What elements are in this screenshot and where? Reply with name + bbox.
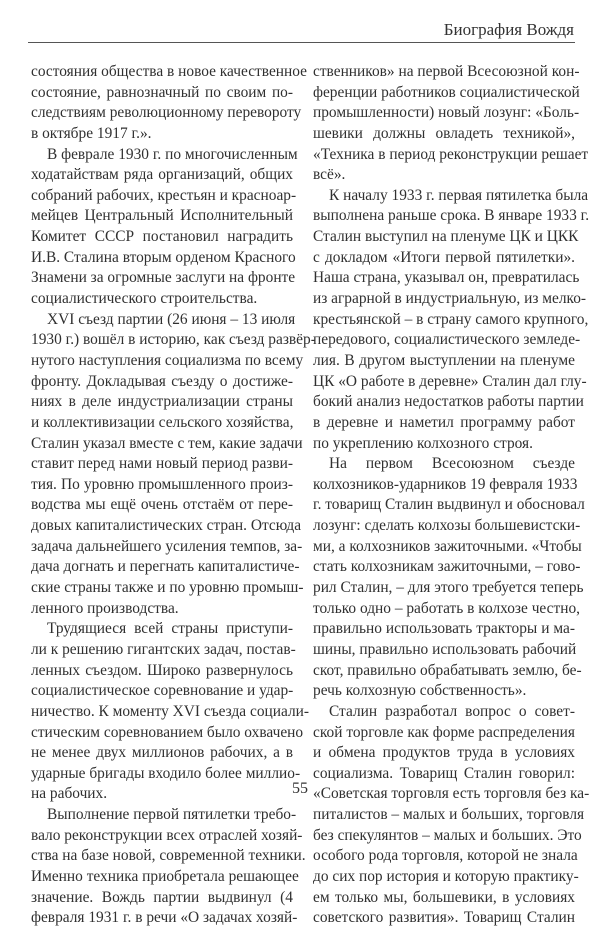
text-line: Сталин указал вместе с тем, какие задачи <box>31 434 303 452</box>
text-line: передового, социалистического земледе- <box>313 331 581 349</box>
text-line: всё». <box>313 166 346 184</box>
text-line: в деревне и наметил программу работ <box>313 413 575 431</box>
text-line: ственников» на первой Всесоюзной кон- <box>313 63 580 80</box>
text-line: И.В. Сталина вторым орденом Красного <box>31 248 296 266</box>
text-line: советского развития». Товарищ Сталин <box>313 909 575 927</box>
text-line: XVI съезд партии (26 июня – 13 июля <box>47 310 296 328</box>
text-line: ЦК «О работе в деревне» Сталин дал глу- <box>313 372 587 390</box>
text-line: ходатайствам ряда организаций, общих <box>31 166 293 184</box>
text-line: состояния общества в новое качественное <box>31 63 307 80</box>
text-line: промышленности) новый лозунг: «Боль- <box>313 104 580 122</box>
text-line: 1930 г.) вошёл в историю, как съезд развёр- <box>31 331 316 349</box>
text-line: с докладом «Итоги первой пятилетки». <box>313 248 575 266</box>
text-line: скот, правильно обрабатывать землю, бе- <box>313 661 582 679</box>
text-line: «Техника в период реконструкции решает <box>313 145 589 163</box>
text-line: речь колхозную собственность». <box>313 682 527 700</box>
text-line: питалистов – малых и больших, торговля <box>313 806 585 824</box>
text-line: ми, а колхозников зажиточными. «Чтобы <box>313 537 582 555</box>
text-line: февраля 1931 г. в речи «О задачах хозяй- <box>31 909 298 927</box>
text-line: собраний рабочих, крестьян и красноар- <box>31 186 297 204</box>
text-line: ниях в деле индустриализации страны <box>31 393 293 411</box>
text-line: ленного производства. <box>31 599 179 617</box>
text-line: водства мы ещё очень отстаём от пере- <box>31 496 293 514</box>
text-line: г. товарищ Сталин выдвинул и обосновал <box>313 496 585 514</box>
text-line: ленных съездом. Широко развернулось <box>31 661 293 679</box>
text-line: шины, правильно использовать рабочий <box>313 640 577 658</box>
text-line: лия. В другом выступлении на пленуме <box>313 351 575 369</box>
text-line: стическим соревнованием было охвачено <box>31 723 304 741</box>
text-line: социализма. Товарищ Сталин говорил: <box>313 764 575 782</box>
text-line: значение. Вождь партии выдвинул (4 <box>31 888 293 906</box>
text-line: Выполнение первой пятилетки требо- <box>47 806 297 824</box>
text-line: ференции работников социалистической <box>313 83 580 101</box>
text-line: вало реконструкции всех отраслей хозяй- <box>31 826 303 844</box>
text-line: ем только мы, большевики, в условиях <box>313 888 575 906</box>
text-line: ничество. К моменту XVI съезда социали- <box>31 702 309 720</box>
text-line: Сталин разработал вопрос о совет- <box>329 702 575 720</box>
text-line: состояние, равнозначный по своим по- <box>31 83 293 101</box>
text-line: ства на базе новой, современной техники. <box>31 847 306 865</box>
text-line: не менее двух миллионов рабочих, а в <box>31 744 293 762</box>
text-line: до сих пор история и которую практику- <box>313 867 579 885</box>
text-line: правильно использовать тракторы и ма- <box>313 620 575 638</box>
text-line: Комитет СССР постановил наградить <box>31 228 293 246</box>
text-line: лозунг: сделать колхозы большевистски- <box>313 517 581 535</box>
text-line: и коллективизации сельского хозяйства, <box>31 413 294 431</box>
text-line: На первом Всесоюзном съезде <box>329 455 575 473</box>
text-line: мейцев Центральный Исполнительный <box>31 207 293 225</box>
text-line: нутого наступления социализма по всему <box>31 351 304 369</box>
text-line: ские страны также и по уровню промыш- <box>31 579 304 597</box>
running-title: Биография Вождя <box>443 20 574 39</box>
text-line: Трудящиеся всей страны приступи- <box>47 620 293 638</box>
text-line: особого рода торговля, которой не знала <box>313 847 578 865</box>
text-line: только одно – работать в колхозе честно, <box>313 599 580 617</box>
text-line: Именно техника приобретала решающее <box>31 867 299 885</box>
text-line: В феврале 1930 г. по многочисленным <box>47 145 298 163</box>
text-line: и обмена продуктов труда в условиях <box>313 744 575 762</box>
text-line: довых капиталистических стран. Отсюда <box>31 517 302 535</box>
text-line: дача догнать и перегнать капиталистиче- <box>31 558 300 576</box>
page-number: 55 <box>292 780 308 797</box>
text-line: выполнена раньше срока. В январе 1933 г. <box>313 207 590 225</box>
text-line: Наша страна, указывал он, превратилась <box>313 269 580 287</box>
text-line: социалистическое соревнование и удар- <box>31 682 294 700</box>
text-line: шевики должны овладеть техникой», <box>313 124 575 142</box>
text-line: «Советская торговля есть торговля без ка- <box>313 785 590 803</box>
header-rule <box>28 42 575 43</box>
text-line: ударные бригады входило более миллио- <box>31 764 301 782</box>
text-line: К началу 1933 г. первая пятилетка была <box>329 186 589 204</box>
text-line: бокий анализ недостатков работы партии <box>313 393 584 411</box>
text-line: в октябре 1917 г.». <box>31 124 152 142</box>
text-line: ской торговле как форме распределения <box>313 723 575 741</box>
text-line: тия. По уровню промышленного произ- <box>31 475 293 493</box>
text-line: рил Сталин, – для этого требуется теперь <box>313 579 584 597</box>
text-line: ли к решению гигантских задач, постав- <box>31 640 296 658</box>
text-line: крестьянской – в страну самого крупного, <box>313 310 589 328</box>
text-line: Сталин выступил на пленуме ЦК и ЦКК <box>313 228 579 246</box>
text-line: Знамени за огромные заслуги на фронте <box>31 269 296 287</box>
text-line: задача дальнейшего усиления темпов, за- <box>31 537 303 555</box>
text-line: колхозников-ударников 19 февраля 1933 <box>313 475 578 493</box>
text-line: по укреплению колхозного строя. <box>313 434 533 452</box>
text-line: ставит перед нами новый период разви- <box>31 455 293 473</box>
text-line: социалистического строительства. <box>31 290 258 308</box>
text-line: фронту. Докладывая съезду о достиже- <box>31 372 293 390</box>
right-column <box>313 62 590 929</box>
text-line: из аграрной в индустриальную, из мелко- <box>313 290 587 308</box>
text-line: на рабочих. <box>31 785 108 803</box>
text-line: стать колхозникам зажиточными, – гово- <box>313 558 581 576</box>
text-line: без спекулянтов – малых и больших. Это <box>313 826 582 844</box>
text-line: следствиям революционному перевороту <box>31 104 302 122</box>
